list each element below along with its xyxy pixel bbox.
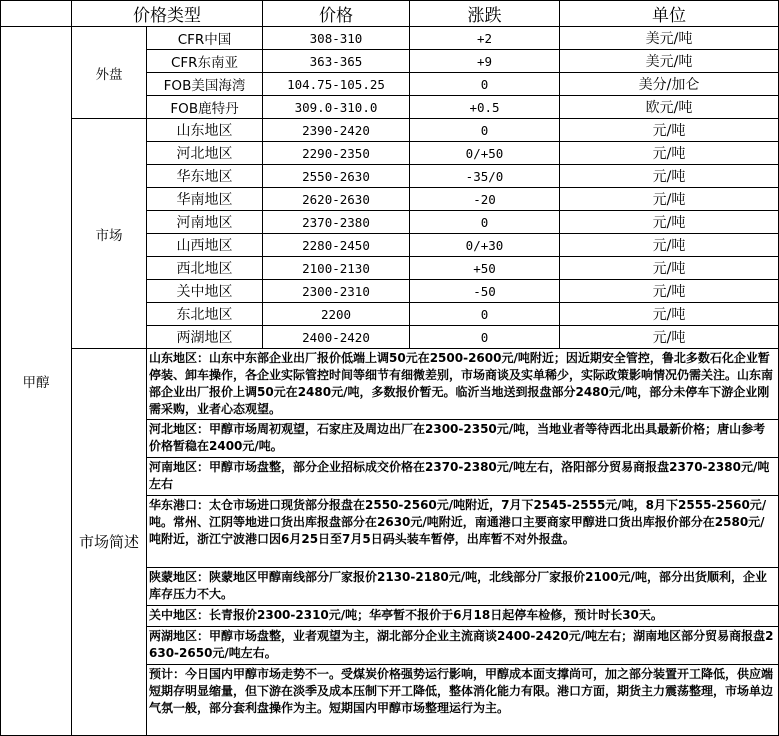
change-cell: -35/0 <box>410 165 560 188</box>
change-cell: +50 <box>410 257 560 280</box>
change-cell: 0 <box>410 119 560 142</box>
note-henan: 河南地区：甲醇市场盘整，部分企业招标成交价格在2370-2380元/吨左右，洛阳部分贸易商报盘2370-2380元/吨左右 <box>147 458 779 496</box>
unit-cell: 元/吨 <box>560 211 779 234</box>
price-cell: 2200 <box>263 303 410 326</box>
region-cell: 关中地区 <box>147 280 263 303</box>
price-type-cell: CFR东南亚 <box>147 50 263 73</box>
header-row <box>1 1 779 27</box>
region-cell: 河北地区 <box>147 142 263 165</box>
unit-cell: 元/吨 <box>560 142 779 165</box>
note-forecast: 预计：今日国内甲醇市场走势不一。受煤炭价格强势运行影响，甲醇成本面支撑尚可，加之部分装置开工降低，供应端短期存明显缩量，但下游在淡季及成本压制下开工降低，整体消化能力有限。港口方面，期货主力震荡整理，市场单边气氛一般，部分套利盘操作为主。短期国内甲醇市场整理运行为主。 <box>147 665 779 736</box>
note-row <box>1 349 779 420</box>
unit-cell: 元/吨 <box>560 234 779 257</box>
price-cell: 2290-2350 <box>263 142 410 165</box>
change-cell: -50 <box>410 280 560 303</box>
price-cell: 2370-2380 <box>263 211 410 234</box>
header-price: 价格 <box>263 1 410 27</box>
change-cell: 0 <box>410 326 560 349</box>
price-cell: 2300-2310 <box>263 280 410 303</box>
price-cell: 2280-2450 <box>263 234 410 257</box>
unit-cell: 美元/吨 <box>560 27 779 50</box>
change-cell: 0 <box>410 211 560 234</box>
region-cell: 东北地区 <box>147 303 263 326</box>
price-type-cell: FOB鹿特丹 <box>147 96 263 119</box>
header-type: 价格类型 <box>72 1 263 27</box>
region-cell: 山西地区 <box>147 234 263 257</box>
note-guanzhong: 关中地区：长青报价2300-2310元/吨；华亭暂不报价于6月18日起停车检修，预计时长30天。 <box>147 606 779 627</box>
region-cell: 华南地区 <box>147 188 263 211</box>
change-cell: 0/+50 <box>410 142 560 165</box>
note-lianghu: 两湖地区：甲醇市场盘整，业者观望为主，湖北部分企业主流商谈2400-2420元/吨左右；湖南地区部分贸易商报盘2630-2650元/吨左右。 <box>147 627 779 665</box>
note-shandong: 山东地区：山东中东部企业出厂报价低端上调50元在2500-2600元/吨附近；因近期安全管控，鲁北多数石化企业暂停装、卸车操作，各企业实际管控时间等细节有细微差别，市场商谈及实单稀少，实际政策影响情况仍需关注。山东南部企业出厂报价上调50元在2480元/吨，多数报价暂无。临沂当地送到报盘部分2480元/吨，部分未停车下游企业刚需采购，业者心态观望。 <box>147 349 779 420</box>
price-type-cell: CFR中国 <box>147 27 263 50</box>
group-summary-label: 市场简述 <box>78 532 139 551</box>
unit-cell: 元/吨 <box>560 188 779 211</box>
price-cell: 2100-2130 <box>263 257 410 280</box>
change-cell: 0 <box>410 303 560 326</box>
price-cell: 309.0-310.0 <box>263 96 410 119</box>
change-cell: -20 <box>410 188 560 211</box>
header-change: 涨跌 <box>410 1 560 27</box>
price-cell: 2550-2630 <box>263 165 410 188</box>
unit-cell: 元/吨 <box>560 303 779 326</box>
note-shaanxi-mongolia: 陕蒙地区：陕蒙地区甲醇南线部分厂家报价2130-2180元/吨，北线部分厂家报价2100元/吨，部分出货顺利，企业库存压力不大。 <box>147 568 779 606</box>
change-cell: +0.5 <box>410 96 560 119</box>
change-cell: 0/+30 <box>410 234 560 257</box>
unit-cell: 元/吨 <box>560 257 779 280</box>
change-cell: 0 <box>410 73 560 96</box>
group-external: 外盘 <box>72 27 147 119</box>
region-cell: 华东地区 <box>147 165 263 188</box>
note-hebei: 河北地区：甲醇市场周初观望，石家庄及周边出厂在2300-2350元/吨，当地业者等待西北出具最新价格；唐山参考价格暂稳在2400元/吨。 <box>147 420 779 458</box>
unit-cell: 元/吨 <box>560 280 779 303</box>
group-market: 市场 <box>72 119 147 349</box>
region-cell: 山东地区 <box>147 119 263 142</box>
price-cell: 363-365 <box>263 50 410 73</box>
unit-cell: 美元/吨 <box>560 50 779 73</box>
unit-cell: 元/吨 <box>560 119 779 142</box>
region-cell: 河南地区 <box>147 211 263 234</box>
price-cell: 2400-2420 <box>263 326 410 349</box>
price-cell: 104.75-105.25 <box>263 73 410 96</box>
group-summary <box>72 349 147 736</box>
unit-cell: 欧元/吨 <box>560 96 779 119</box>
region-cell: 西北地区 <box>147 257 263 280</box>
note-east-china-port: 华东港口：太仓市场进口现货部分报盘在2550-2560元/吨附近，7月下2545-2555元/吨，8月下2555-2560元/吨。常州、江阴等地进口货出库报盘部分在2630元/吨附近，南通港口主要商家甲醇进口货出库报价部分在2580元/吨附近，浙江宁波港口因6月25日至7月5日码头装车暂停，出库暂不对外报盘。 <box>147 496 779 568</box>
region-cell: 两湖地区 <box>147 326 263 349</box>
price-cell: 2620-2630 <box>263 188 410 211</box>
header-unit: 单位 <box>560 1 779 27</box>
price-cell: 2390-2420 <box>263 119 410 142</box>
price-cell: 308-310 <box>263 27 410 50</box>
change-cell: +2 <box>410 27 560 50</box>
table-row <box>1 119 779 142</box>
unit-cell: 美分/加仑 <box>560 73 779 96</box>
unit-cell: 元/吨 <box>560 326 779 349</box>
product-name: 甲醇 <box>1 27 72 736</box>
table-row <box>1 27 779 50</box>
unit-cell: 元/吨 <box>560 165 779 188</box>
price-type-cell: FOB美国海湾 <box>147 73 263 96</box>
change-cell: +9 <box>410 50 560 73</box>
header-blank <box>1 1 72 27</box>
